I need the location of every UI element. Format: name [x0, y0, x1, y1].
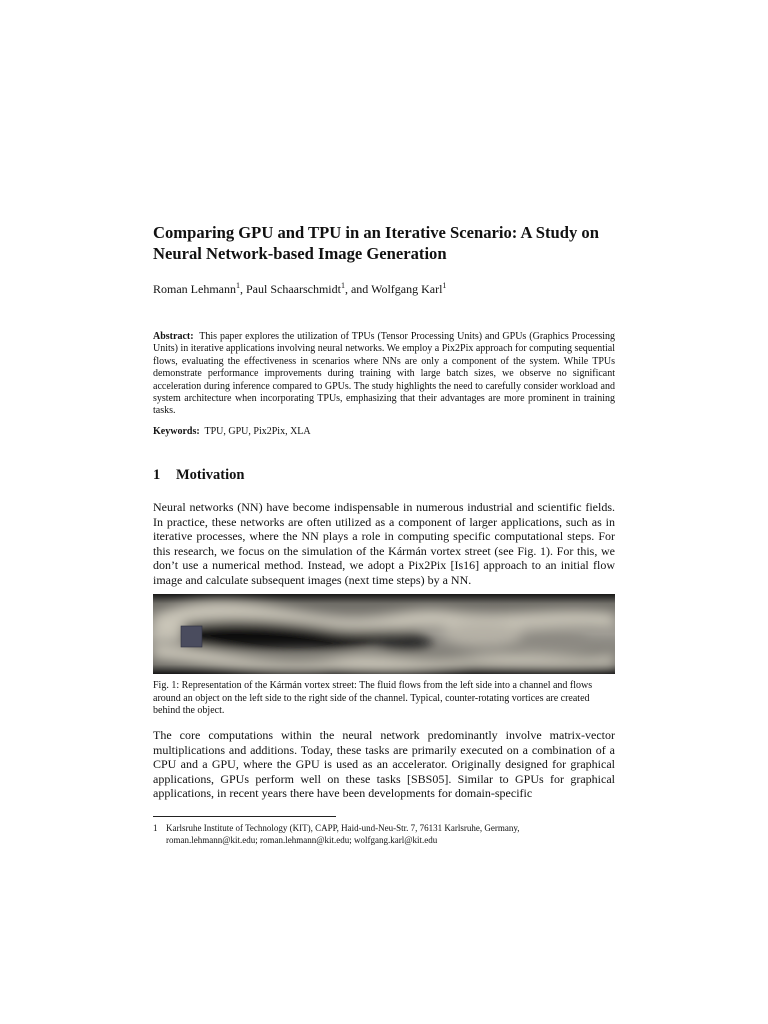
keywords: [153, 426, 311, 437]
author-list: Roman Lehmann$^1$, Paul Schaarschmidt$^1$, and Wolfgang Karl$^1$: [153, 281, 447, 296]
abstract-text: This paper explores the utilization of TPUs (Tensor Processing Units) and GPUs (Graphics Processing Units) in iterative applications involving neural networks. We employ a Pix2Pix approach for computing sequential flows, evaluating the effectiveness in scenarios where NNs are only a component of the system. While TPUs demonstrate performance improvements during training with large batch sizes, we observe no significant acceleration during inference compared to GPUs. The study highlights the need to carefully consider workload and system architecture when incorporating TPUs, emphasizing that their advantages are more prominent in training tasks.: [153, 331, 615, 417]
keywords-text: TPU, GPU, Pix2Pix, XLA: [204, 426, 311, 437]
author-name: Paul Schaarschmidt: [245, 282, 341, 296]
abstract: [153, 331, 615, 418]
paper-title: Comparing GPU and TPU in an Iterative Scenario: A Study on Neural Network-based Image Generation: [153, 223, 599, 263]
footnote-rule: [153, 816, 336, 817]
figure-caption: Fig. 1: Representation of the Kármán vortex street: The fluid flows from the left side into a channel and flows around an object on the left side to the right side of the channel. Typical, counter-rotating vortices are created behind the object.: [153, 680, 593, 717]
footnote-number: 1: [153, 823, 158, 833]
abstract-label: Abstract:: [153, 331, 194, 342]
affiliation-marker: 1: [340, 281, 345, 290]
affiliation-marker: 1: [442, 281, 447, 290]
body-paragraph: Neural networks (NN) have become indispensable in numerous industrial and scientific fields. In practice, these networks are often utilized as a component of larger applications, such as in iterative processes, where the NN plays a role in computing specific computational steps. For this research, we focus on the simulation of the Kármán vortex street (see Fig. 1). For this, we don’t use a numerical method. Instead, we adopt a Pix2Pix [Is16] approach to an initial flow image and calculate subsequent images (next time steps) by a NN.: [153, 500, 615, 587]
obstacle-square: [181, 626, 202, 647]
section-number: 1: [153, 467, 161, 483]
body-paragraph: The core computations within the neural network predominantly involve matrix-vector multiplications and additions. Today, these tasks are primarily executed on a combination of a CPU and a GPU, where the GPU is used as an accelerator. Originally designed for graphical applications, GPUs perform well on these tasks [SBS05]. Similar to GPUs for graphical applications, in recent years there have been developments for domain-specific: [153, 728, 615, 801]
footnote-affiliation: Karlsruhe Institute of Technology (KIT), CAPP, Haid-und-Neu-Str. 7, 76131 Karlsruhe, Germany,: [166, 823, 520, 833]
affiliation-marker: 1: [235, 281, 240, 290]
vortex-street-figure: [153, 594, 615, 674]
footnote: [153, 822, 615, 846]
section-heading: [153, 467, 244, 484]
section-title: Motivation: [176, 467, 245, 483]
keywords-label: Keywords:: [153, 426, 200, 437]
author-name: Roman Lehmann: [153, 282, 236, 296]
footnote-emails: roman.lehmann@kit.edu; roman.lehmann@kit.edu; wolfgang.karl@kit.edu: [166, 835, 438, 845]
author-name: Wolfgang Karl: [371, 282, 443, 296]
